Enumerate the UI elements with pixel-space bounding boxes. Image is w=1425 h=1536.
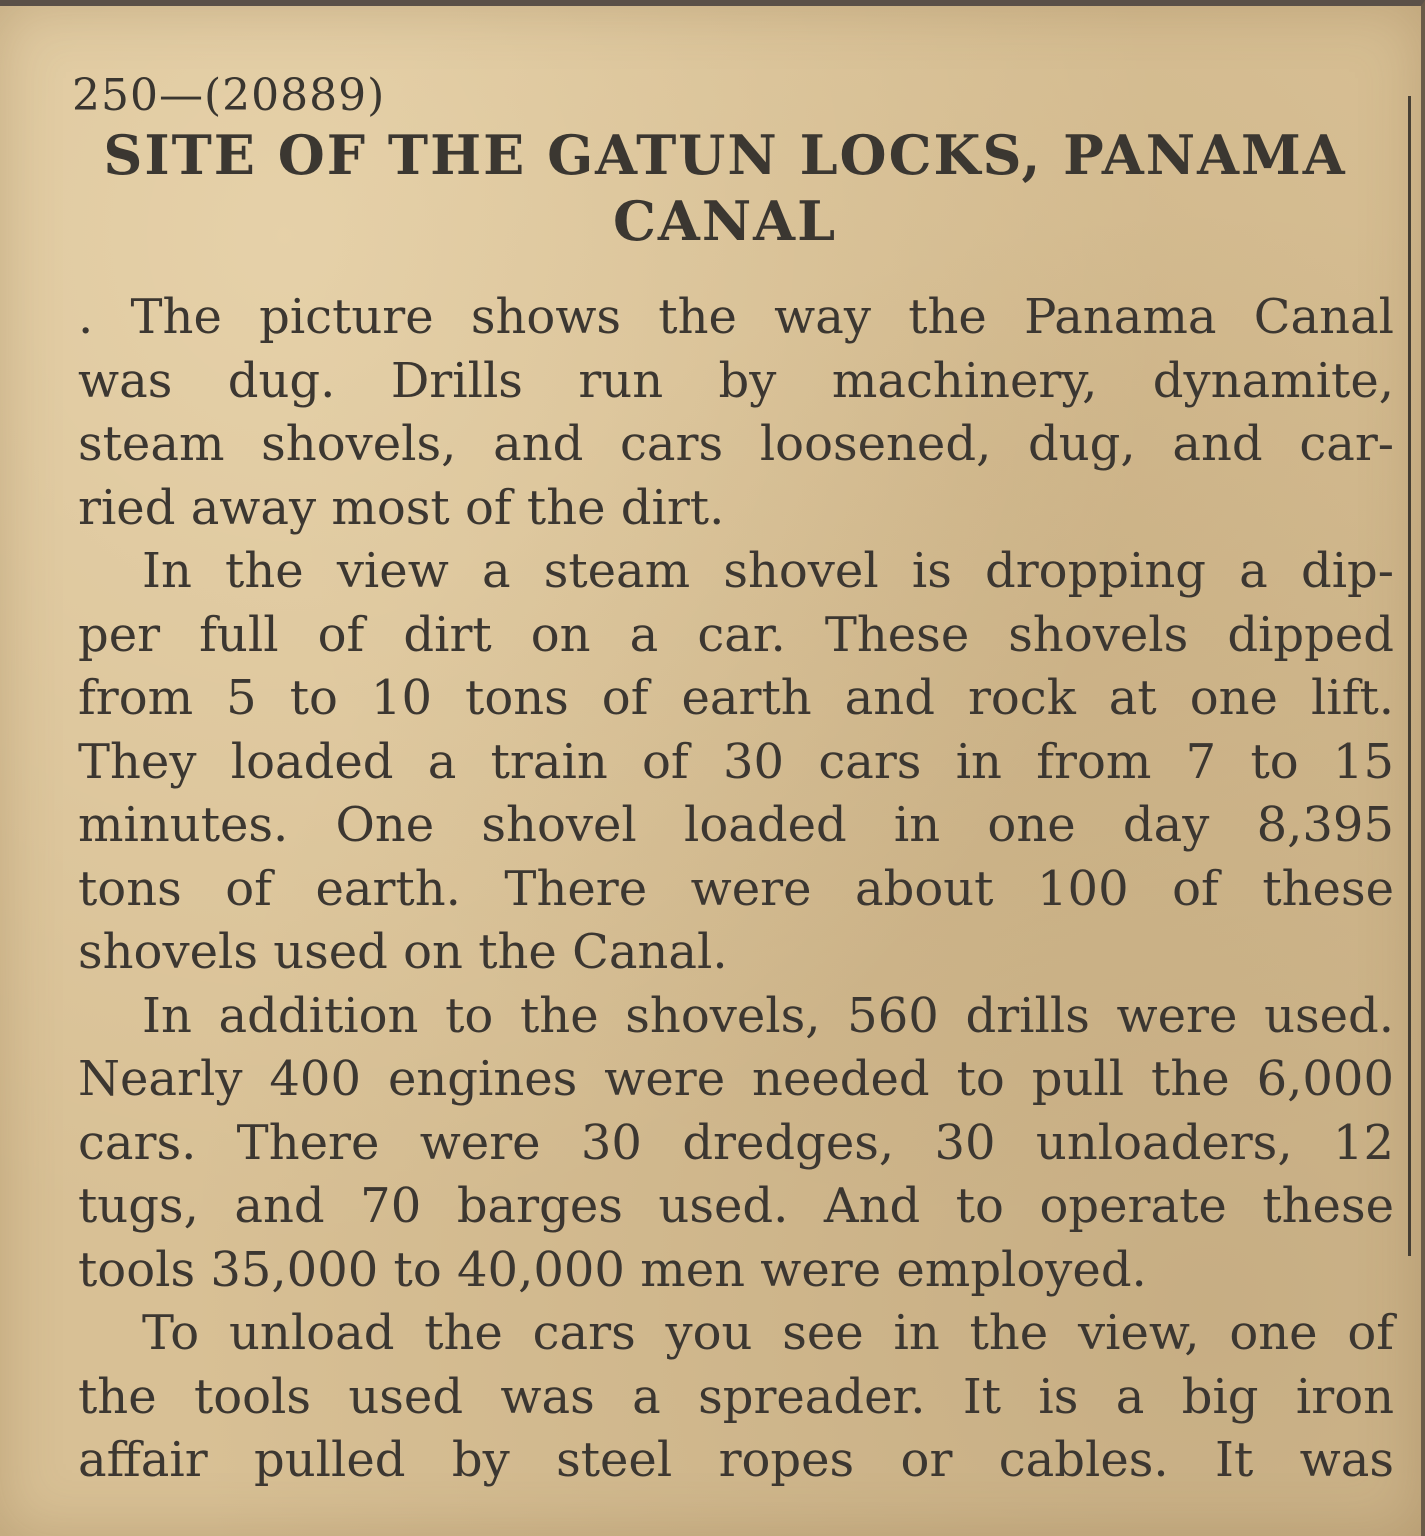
text-line: from 5 to 10 tons of earth and rock at one lift. xyxy=(78,670,1394,726)
text-line: In the view a steam shovel is dropping a dip- xyxy=(142,543,1394,599)
text-line: shovels used on the Canal. xyxy=(78,924,728,980)
text-line: Nearly 400 engines were needed to pull the 6,000 xyxy=(78,1051,1394,1107)
text-line: tools 35,000 to 40,000 men were employed. xyxy=(78,1241,1147,1298)
text-line: minutes. One shovel loaded in one day 8,395 xyxy=(78,797,1394,853)
text-line: steam shovels, and cars loosened, dug, and car- xyxy=(78,416,1394,472)
title-line-2: CANAL xyxy=(612,189,838,253)
title-line-1: SITE OF THE GATUN LOCKS, PANAMA xyxy=(103,123,1347,187)
text-line: cars. There were 30 dredges, 30 unloaders, 12 xyxy=(78,1114,1394,1171)
description-text xyxy=(78,286,1394,1493)
text-line: tugs, and 70 barges used. And to operate these xyxy=(78,1178,1394,1234)
text-line: To unload the cars you see in the view, one of xyxy=(142,1305,1394,1361)
card-title xyxy=(60,122,1390,254)
text-line: They loaded a train of 30 cars in from 7 to 15 xyxy=(78,733,1394,790)
reference-number: 250—(20889) xyxy=(72,70,386,121)
text-line: In addition to the shovels, 560 drills were used. xyxy=(142,987,1394,1044)
text-line: per full of dirt on a car. These shovels dipped xyxy=(78,606,1394,663)
text-line: tons of earth. There were about 100 of these xyxy=(78,860,1394,917)
text-line: the tools used was a spreader. It is a big iron xyxy=(78,1368,1394,1425)
text-line: ried away most of the dirt. xyxy=(78,479,725,536)
text-line: affair pulled by steel ropes or cables. It was xyxy=(78,1432,1394,1488)
text-line: . The picture shows the way the Panama Canal xyxy=(78,289,1394,345)
card-edge-shadow xyxy=(1408,96,1411,1256)
text-line: was dug. Drills run by machinery, dynamite, xyxy=(78,352,1394,409)
